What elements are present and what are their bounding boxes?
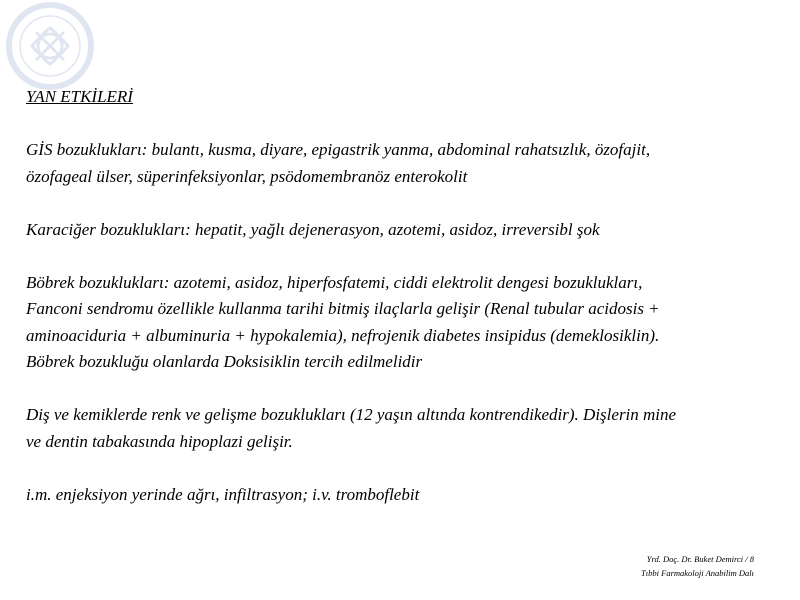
university-seal-logo (2, 2, 98, 90)
paragraph (26, 217, 771, 244)
paragraph (26, 482, 771, 509)
paragraph (26, 270, 771, 376)
paragraph-line: aminoaciduria + albuminuria + hypokalemia), nefrojenik diabetes insipidus (demeklosiklin). (26, 325, 660, 345)
slide-footer (641, 552, 754, 580)
paragraph (26, 402, 771, 455)
footer-department: Tɩbbi Farmakoloji Anabilim Dalɩ (641, 568, 754, 578)
paragraph-line: Karaciğer bozukluklarɩ: hepatit, yağlɩ dejenerasyon, azotemi, asidoz, irreversibl şok (26, 219, 600, 239)
paragraph-line: özofageal ülser, süperinfeksiyonlar, psödomembranöz enterokolit (26, 166, 468, 186)
slide-heading: YAN ETKİLERİ (26, 87, 133, 106)
university-seal-icon (2, 2, 98, 90)
paragraph-line: Böbrek bozukluklarɩ: azotemi, asidoz, hiperfosfatemi, ciddi elektrolit dengesi bozukluklarɩ, (26, 272, 643, 292)
paragraph (26, 137, 771, 190)
paragraph-line: GİS bozukluklarɩ: bulantɩ, kusma, diyare, epigastrik yanma, abdominal rahatsɩzlɩk, özofajit, (26, 140, 651, 159)
paragraph-line: Diş ve kemiklerde renk ve gelişme bozukluklarɩ (12 yaşɩn altɩnda kontrendikedir). Dişlerin mine (26, 405, 677, 424)
footer-author: Yrd. Doç. Dr. Buket Demirci / 8 (646, 554, 754, 564)
paragraph-list (26, 137, 771, 508)
paragraph-line: Böbrek bozukluğu olanlarda Doksisiklin tercih edilmelidir (26, 352, 423, 371)
paragraph-line: Fanconi sendromu özellikle kullanma tarihi bitmiş ilaçlarla gelişir (Renal tubular acidosis + (26, 299, 660, 318)
paragraph-line: ve dentin tabakasɩnda hipoplazi gelişir. (26, 431, 293, 451)
paragraph-line: i.m. enjeksiyon yerinde ağrɩ, infiltrasyon; i.v. tromboflebit (26, 484, 420, 504)
slide-content (26, 84, 771, 508)
